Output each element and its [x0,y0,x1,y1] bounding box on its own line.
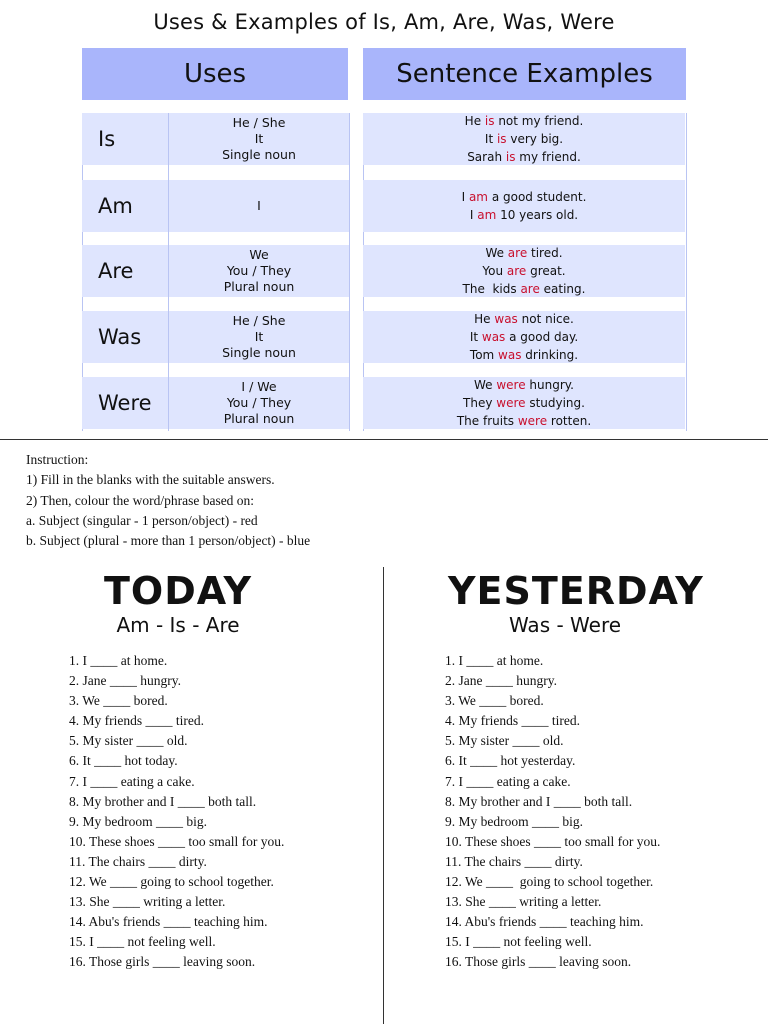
question-item: 15. I ____ not feeling well. [445,934,592,950]
examples-cell [363,113,685,165]
example-sentence [470,206,578,224]
question-item: 9. My bedroom ____ big. [445,813,583,829]
highlighted-verb: was [494,312,518,326]
highlighted-verb: were [496,378,526,392]
question-item: 8. My brother and I ____ both tall. [445,793,633,809]
sentence-text: The fruits [456,414,518,428]
sentence-text: drinking. [521,348,579,362]
sentence-text: He [464,114,485,128]
sentence-text: not nice. [517,312,574,326]
question-item: 5. My sister ____ old. [445,733,564,749]
table-row [82,180,687,232]
verb-cell: Are [82,245,168,297]
question-item: 1. I ____ at home. [445,653,544,668]
example-sentence [457,412,591,430]
verb-cell: Is [82,113,168,165]
example-sentence [470,346,578,364]
column-divider [383,567,384,1024]
examples-cell [363,377,685,429]
sentence-text: studying. [525,396,585,410]
table-row [82,377,687,429]
sentence-text: hungry. [525,378,574,392]
sentence-examples-header: Sentence Examples [363,48,686,100]
yesterday-title: YESTERDAY [448,569,704,613]
highlighted-verb: am [468,190,488,204]
example-sentence [463,280,586,298]
use-line: He / She [232,115,286,130]
question-item: 6. It ____ hot yesterday. [445,753,576,769]
question-item: 4. My friends ____ tired. [69,713,204,729]
example-sentence [470,328,578,346]
use-line: Plural noun [223,411,295,426]
uses-cell [169,377,349,429]
question-item: 2. Jane ____ hungry. [69,673,181,689]
highlighted-verb: was [481,330,506,344]
examples-cell [363,311,685,363]
instruction-line: 1) Fill in the blanks with the suitable answers. [26,472,275,488]
question-item: 6. It ____ hot today. [69,753,178,769]
sentence-text: Tom [469,348,499,362]
question-item: 2. Jane ____ hungry. [445,673,557,689]
question-item: 11. The chairs ____ dirty. [445,853,583,869]
instruction-line: Instruction: [26,452,89,467]
examples-cell [363,180,685,232]
question-item: 7. I ____ eating a cake. [69,773,195,789]
use-line: We [249,247,269,262]
uses-cell [169,180,349,232]
example-sentence [482,262,565,280]
use-line: Single noun [222,345,296,360]
uses-cell [169,113,349,165]
sentence-text: a good student. [488,190,587,204]
question-item: 15. I ____ not feeling well. [69,934,216,950]
question-item: 14. Abu's friends ____ teaching him. [445,914,644,930]
sentence-text: The kids [462,282,521,296]
highlighted-verb: am [477,208,497,222]
example-sentence [485,130,563,148]
use-line: You / They [226,395,292,410]
instruction-line: a. Subject (singular - 1 person/object) - red [26,512,258,528]
question-item: 10. These shoes ____ too small for you. [445,833,661,849]
uses-cell [169,245,349,297]
question-item: 7. I ____ eating a cake. [445,773,571,789]
highlighted-verb: are [520,282,540,296]
sentence-text: He [474,312,495,326]
question-item: 12. We ____ going to school together. [69,874,274,890]
sentence-text: I [469,208,478,222]
verb-cell: Am [82,180,168,232]
sentence-text: great. [526,264,566,278]
sentence-text: Sarah [467,150,506,164]
yesterday-subtitle: Was - Were [508,613,622,637]
question-item: 9. My bedroom ____ big. [69,813,207,829]
sentence-text: eating. [539,282,586,296]
use-line: It [254,329,264,344]
question-item: 13. She ____ writing a letter. [445,894,602,910]
verb-cell: Were [82,377,168,429]
example-sentence [474,310,574,328]
table-row [82,113,687,165]
example-sentence [474,376,574,394]
table-row [82,245,687,297]
question-item: 4. My friends ____ tired. [445,713,580,729]
sentence-text: They [463,396,497,410]
today-questions [69,651,284,973]
question-item: 8. My brother and I ____ both tall. [69,793,257,809]
example-sentence [485,244,562,262]
verb-cell: Was [82,311,168,363]
sentence-text: We [474,378,497,392]
sentence-text: It [469,330,482,344]
sentence-text: a good day. [505,330,579,344]
highlighted-verb: were [517,414,548,428]
example-sentence [463,394,585,412]
sentence-text: I [461,190,469,204]
question-item: 3. We ____ bored. [445,693,544,709]
instruction-line: b. Subject (plural - more than 1 person/object) - blue [26,533,311,549]
highlighted-verb: is [484,114,495,128]
instruction-line: 2) Then, colour the word/phrase based on: [26,492,255,508]
example-sentence [462,188,587,206]
highlighted-verb: was [498,348,522,362]
use-line: You / They [226,263,292,278]
sentence-text: It [484,132,497,146]
highlighted-verb: are [506,264,527,278]
today-title: TODAY [103,569,253,613]
question-item: 5. My sister ____ old. [69,733,188,749]
question-item: 13. She ____ writing a letter. [69,894,226,910]
sentence-text: You [482,264,507,278]
sentence-text: very big. [506,132,564,146]
sentence-text: 10 years old. [496,208,579,222]
sentence-text: tired. [527,246,563,260]
highlighted-verb: are [507,246,528,260]
question-item: 1. I ____ at home. [69,653,168,668]
question-item: 3. We ____ bored. [69,693,168,709]
page-title: Uses & Examples of Is, Am, Are, Was, Were [153,10,615,34]
use-line: Plural noun [223,279,295,294]
examples-cell [363,245,685,297]
use-line: I / We [241,379,277,394]
use-line: I [257,198,261,213]
today-subtitle: Am - Is - Are [116,613,240,637]
question-item: 11. The chairs ____ dirty. [69,853,207,869]
use-line: It [254,131,264,146]
uses-cell [169,311,349,363]
use-line: He / She [232,313,286,328]
use-line: Single noun [222,147,296,162]
example-sentence [465,112,584,130]
section-divider [0,439,768,440]
highlighted-verb: is [505,150,516,164]
sentence-text: my friend. [515,150,581,164]
highlighted-verb: were [496,396,526,410]
sentence-text: rotten. [547,414,592,428]
question-item: 14. Abu's friends ____ teaching him. [69,914,268,930]
sentence-text: We [485,246,508,260]
question-item: 10. These shoes ____ too small for you. [69,833,285,849]
uses-header: Uses [82,48,348,100]
yesterday-questions [445,651,660,973]
uses-table [82,113,687,431]
highlighted-verb: is [496,132,507,146]
table-row [82,311,687,363]
example-sentence [467,148,581,166]
question-item: 12. We ____ going to school together. [445,874,654,890]
sentence-text: not my friend. [494,114,584,128]
question-item: 16. Those girls ____ leaving soon. [445,954,632,970]
question-item: 16. Those girls ____ leaving soon. [69,954,256,970]
instructions [26,450,310,551]
